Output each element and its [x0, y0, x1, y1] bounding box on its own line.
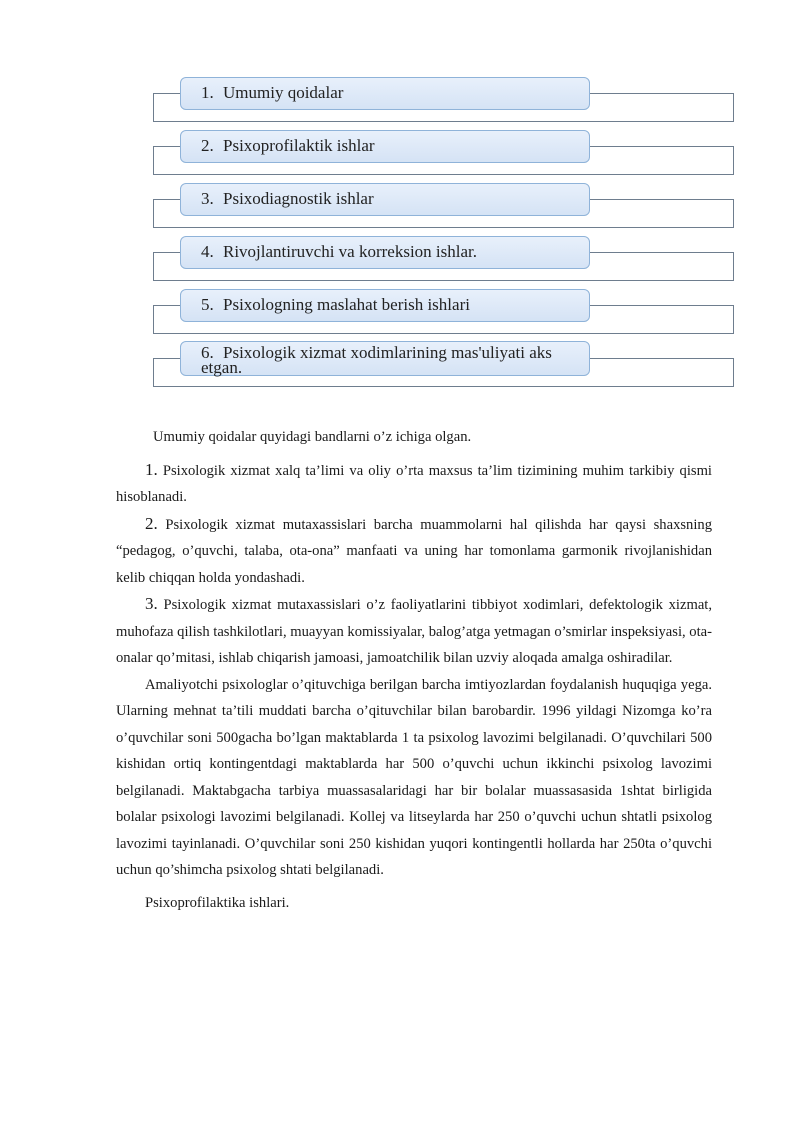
- diagram-item-1: 1. Umumiy qoidalar: [180, 77, 590, 110]
- point-1: 1. Psixologik xizmat xalq ta’limi va oliy o’rta maxsus ta’lim tizimining muhim tarkibiy qismi hisoblanadi.: [116, 459, 712, 505]
- point-2: 2. Psixologik xizmat mutaxassislari barcha muammolarni hal qilishda har qaysi shaxsning “pedagog, o’quvchi, talaba, ota-ona” manfaati va uning har tomonlama garmonik rivojlanishidan kelib chiqqan holda yondashadi.: [116, 513, 712, 586]
- document-body: [116, 424, 712, 916]
- closing-heading: Psixoprofilaktika ishlari.: [145, 894, 290, 911]
- diagram-item-4: 4. Rivojlantiruvchi va korreksion ishlar.: [180, 236, 590, 269]
- staffing-paragraph: Amaliyotchi psixologlar o’qituvchiga berilgan barcha imtiyozlardan foydalanish huquqiga yega. Ularning mehnat ta’tili muddati barcha o’qituvchilar bilan barobardir. 1996 yildagi Nizomga ko’ra o’quvchilar soni 500gacha bo’lgan maktablarda 1 ta psixolog lavozimi belgilanadi. O’quvchilari 500 kishidan ortiq kontingentdagi maktablarda har 500 o’quvchi uchun ikkinchi psixolog lavozimi belgilanadi. Maktabgacha tarbiya muassasalaridagi har bir bolalar muassasasida 1shtat birligida bolalar psixologi lavozimi belgilanadi. Kollej va litseylarda har 250 o’quvchi uchun shtatli psixolog lavozimi tayinlanadi. O’quvchilar soni 250 kishidan yuqori kontingentli hollarda har 250ta o’quvchi uchun qo’shimcha psixolog shtati belgilanadi.: [116, 676, 712, 878]
- diagram-item-5: 5. Psixologning maslahat berish ishlari: [180, 289, 590, 322]
- diagram-item-2: 2. Psixoprofilaktik ishlar: [180, 130, 590, 163]
- diagram-item-3: 3. Psixodiagnostik ishlar: [180, 183, 590, 216]
- list-diagram: [0, 0, 800, 400]
- diagram-item-6: 6. Psixologik xizmat xodimlarining mas'uliyati aks etgan.: [180, 341, 590, 376]
- point-3: 3. Psixologik xizmat mutaxassislari o’z faoliyatlarini tibbiyot xodimlari, defektologik xizmat, muhofaza qilish tashkilotlari, muayyan komissiyalar, balog’atga yetmagan o’smirlar inspeksiyasi, ota-onalar qo’mitasi, ishlab chiqarish jamoasi, jamoatchilik bilan uzviy aloqada amalga oshiradilar.: [116, 594, 712, 666]
- intro-paragraph: Umumiy qoidalar quyidagi bandlarni o’z ichiga olgan.: [153, 429, 472, 445]
